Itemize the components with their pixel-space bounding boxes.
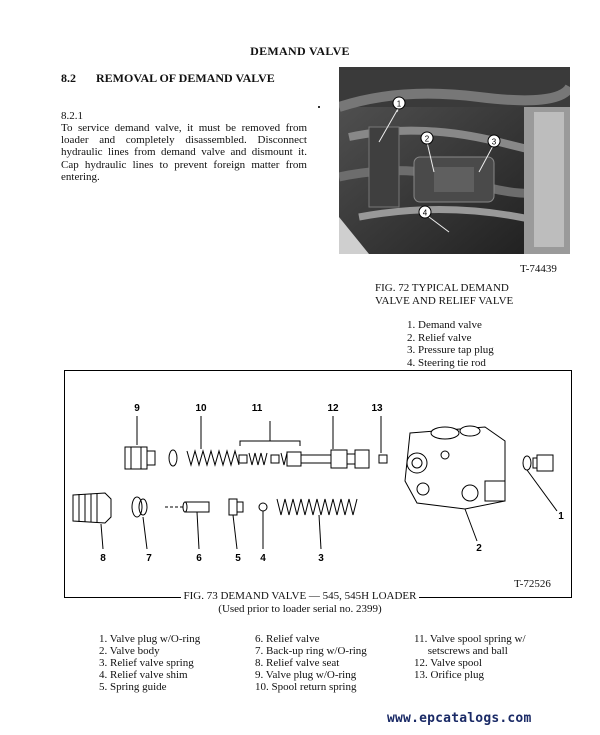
legend-item: 3. Pressure tap plug [407, 344, 494, 357]
legend-item: 10. Spool return spring [255, 681, 357, 693]
legend-column-2 [255, 633, 367, 693]
legend-column-3 [414, 633, 526, 681]
callout-4: 4 [260, 553, 266, 564]
subsection-text: To service demand valve, it must be removed from loader and completely disassembled. Disconnect hydraulic lines from demand valve and dismount it. Cap hydraulic lines to prevent foreign matter from entering. [61, 122, 307, 183]
legend-item: 5. Spring guide [99, 681, 167, 693]
caption-line-2: (Used prior to loader serial no. 2399) [218, 602, 382, 615]
svg-text:1: 1 [396, 99, 402, 109]
page-title: DEMAND VALVE [250, 44, 350, 58]
callout-10: 10 [195, 403, 207, 414]
legend-item: 8. Relief valve seat [255, 657, 340, 669]
callout-8: 8 [100, 553, 106, 564]
watermark: www.epcatalogs.com [387, 711, 532, 726]
relief-valve-6-drawing [183, 502, 209, 512]
relief-spring-3-drawing [277, 499, 357, 515]
legend-column-1 [99, 633, 200, 693]
callout-13: 13 [371, 403, 383, 414]
valve-body-2-drawing [405, 426, 505, 509]
callout-4 [419, 206, 431, 218]
figure-73-frame [64, 370, 572, 598]
svg-text:3: 3 [491, 137, 497, 147]
section-heading [61, 71, 275, 86]
section-number: 8.2 [61, 71, 76, 85]
valve-spool-12-drawing [287, 450, 369, 468]
legend-item: 13. Orifice plug [414, 669, 484, 681]
legend-item: 4. Steering tie rod [407, 356, 486, 369]
legend-item: 3. Relief valve spring [99, 657, 194, 669]
relief-valve-seat-8-drawing [73, 493, 111, 523]
legend-item: 6. Relief valve [255, 633, 320, 645]
legend-item: 1. Demand valve [407, 319, 482, 331]
legend-item: 11. Valve spool spring w/ [414, 633, 526, 645]
callout-7: 7 [146, 553, 152, 564]
svg-text:4: 4 [422, 208, 428, 218]
orifice-plug-13-drawing [379, 455, 387, 463]
legend-item: 9. Valve plug w/O-ring [255, 669, 357, 681]
shim-4-drawing [259, 503, 267, 511]
legend-item: 1. Valve plug w/O-ring [99, 633, 201, 645]
legend-item: 12. Valve spool [414, 657, 482, 669]
callout-1 [393, 97, 405, 109]
valve-plug-9-drawing [125, 447, 155, 469]
callout-3 [488, 135, 500, 147]
figure-72-caption [375, 282, 513, 308]
caption-line-2: VALVE AND RELIEF VALVE [375, 295, 514, 307]
legend-item: 2. Valve body [99, 645, 160, 657]
callout-9: 9 [134, 403, 140, 414]
callout-11: 11 [251, 403, 263, 414]
photo-id: T-74439 [520, 263, 557, 275]
callout-3: 3 [318, 553, 324, 564]
legend-item: setscrews and ball [414, 645, 508, 657]
legend-item: 4. Relief valve shim [99, 669, 188, 681]
caption-line-1: FIG. 73 DEMAND VALVE — 545, 545H LOADER [181, 590, 420, 602]
callout-2: 2 [476, 543, 482, 554]
figure-72-photo [339, 67, 570, 254]
callout-6: 6 [196, 553, 202, 564]
spring-10-drawing [187, 451, 239, 465]
valve-plug-1-drawing [533, 455, 553, 471]
callout-12: 12 [327, 403, 339, 414]
spring-guide-5-drawing [229, 499, 243, 515]
callout-2 [421, 132, 433, 144]
figure-73-caption [0, 590, 600, 615]
caption-line-1: FIG. 72 TYPICAL DEMAND [375, 282, 509, 294]
legend-item: 2. Relief valve [407, 331, 472, 344]
callout-5: 5 [235, 553, 241, 564]
machinery-photo-illustration [339, 67, 570, 254]
speck [318, 106, 320, 108]
subsection-number: 8.2.1 [61, 110, 83, 122]
legend-item: 7. Back-up ring w/O-ring [255, 645, 367, 657]
exploded-view-drawing [65, 371, 571, 597]
drawing-id: T-72526 [514, 578, 551, 590]
section-title: REMOVAL OF DEMAND VALVE [96, 71, 275, 85]
callout-1: 1 [558, 511, 564, 522]
svg-text:2: 2 [424, 134, 430, 144]
figure-72-legend [407, 319, 494, 369]
